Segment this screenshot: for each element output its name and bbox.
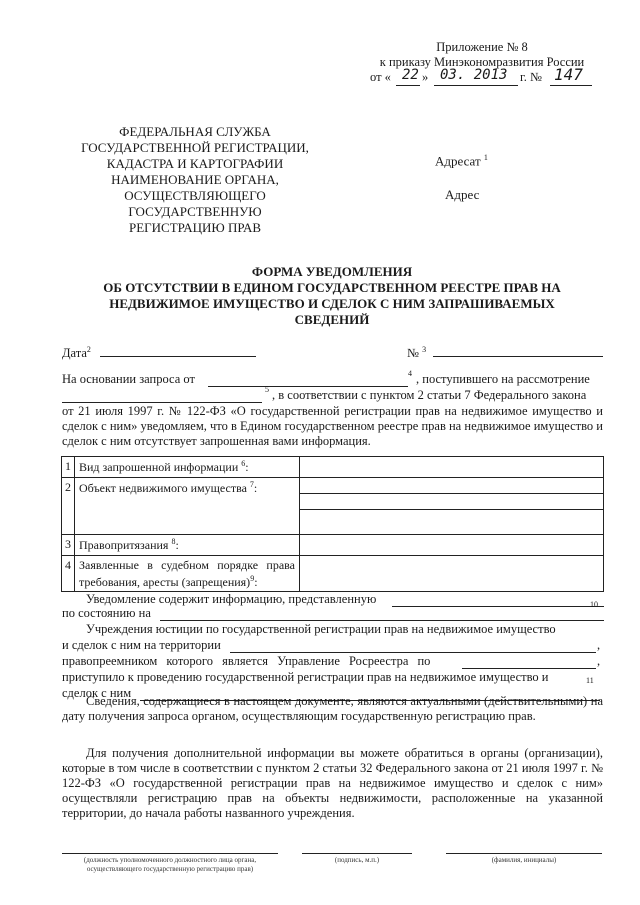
info-table [61, 456, 604, 592]
p2-comma: , [597, 638, 601, 652]
agency-line: ФЕДЕРАЛЬНАЯ СЛУЖБА [119, 124, 271, 139]
p2-territory-field[interactable] [230, 652, 596, 653]
row-label: Вид запрошенной информации $^6$: [75, 457, 300, 478]
agency-line: РЕГИСТРАЦИЮ ПРАВ [128, 220, 262, 235]
table-row [62, 457, 604, 478]
date-field[interactable] [100, 356, 256, 357]
document-title [62, 264, 602, 328]
row-value[interactable] [300, 556, 604, 592]
agency-line: ГОСУДАРСТВЕННОЙ РЕГИСТРАЦИИ, [81, 140, 309, 155]
appendix-date-line [352, 65, 612, 87]
row-number: 1 [62, 457, 75, 478]
appendix-month-year: 03. 2013 [440, 67, 508, 83]
table-row [62, 556, 604, 592]
table-row [62, 478, 604, 535]
row-number: 4 [62, 556, 75, 592]
appendix-order-number: 147 [554, 65, 583, 84]
received-field[interactable] [62, 402, 262, 403]
recipient-block [435, 150, 488, 203]
p1-source-field[interactable] [392, 606, 604, 607]
date-label: Дата$^2$ [62, 345, 91, 361]
p1-sup: 10 [590, 600, 598, 609]
p2-region-field[interactable] [462, 668, 596, 669]
basis-line-1: На основании запроса от $^4$ , поступившего на рассмотрение [62, 369, 590, 386]
p1-line-2: по состоянию на [62, 606, 151, 620]
agency-line: ОСУЩЕСТВЛЯЮЩЕГО [124, 188, 266, 203]
number-field[interactable] [433, 356, 603, 357]
request-date-field[interactable] [208, 386, 408, 387]
appendix-day: 22 [402, 67, 419, 83]
appendix-header [352, 40, 612, 87]
basis-line-2: $^5$ , в соответствии с пунктом 2 статьи 7 Федерального закона [265, 385, 587, 402]
agency-line: ГОСУДАРСТВЕННУЮ [128, 204, 262, 219]
row-value[interactable] [300, 457, 604, 478]
position-field[interactable] [62, 853, 278, 854]
signature-caption: (подпись, м.п.) [334, 856, 380, 864]
p1-date-field[interactable] [160, 620, 604, 621]
addressee-label: Адресат $^1$ [435, 153, 488, 169]
row-label: Правопритязания $^8$: [75, 535, 300, 556]
position-caption: (должность уполномоченного должностного лица органа, осуществляющего государственную регистрацию прав) [83, 856, 257, 873]
number-label: № $^3$ [407, 345, 427, 361]
appendix-close-quote: » [422, 70, 429, 84]
p2-line-1: Учреждения юстиции по государственной регистрации прав на недвижимое имущество [86, 622, 556, 636]
p2-line-4: приступило к проведению государственной регистрации прав на недвижимое имущество и [62, 670, 549, 684]
name-caption: (фамилия, инициалы) [491, 856, 557, 864]
p2-sup: 11 [586, 676, 594, 685]
basis-text: от 21 июля 1997 г. № 122-ФЗ «О государственной регистрации прав на недвижимое имущество и сделок с ним» уведомляем, что в Едином государственном реестре прав на недвижимое имущество и сделок с ним отсутствует запрошенная вами информация. [62, 404, 603, 448]
row-value[interactable] [300, 478, 604, 535]
signature-field[interactable] [302, 853, 412, 854]
p4-text: Для получения дополнительной информации вы можете обратиться в органы (организации), которые в том числе в соответствии с пунктом 2 статьи 32 Федерального закона от 21 июля 1997 г. № 122-ФЗ «О государственной регистрации прав на недвижимое имущество и сделок с ним» осуществляли регистрацию прав на объекты недвижимости, расположенные на указанной территории, до начала работы названного учреждения. [62, 746, 603, 820]
p2-line-2: и сделок с ним на территории [62, 638, 221, 652]
title-line: НЕДВИЖИМОЕ ИМУЩЕСТВО И СДЕЛОК С НИМ ЗАПРАШИВАЕМЫХ [109, 296, 555, 311]
name-field[interactable] [446, 853, 602, 854]
p1-line-1: Уведомление содержит информацию, представленную [86, 592, 377, 606]
address-label: Адрес [445, 187, 480, 203]
row-label: Заявленные в судебном порядке права требования, аресты (запрещения)$^9$: [75, 556, 300, 592]
row-number: 3 [62, 535, 75, 556]
title-line: ОБ ОТСУТСТВИИ В ЕДИНОМ ГОСУДАРСТВЕННОМ РЕЕСТРЕ ПРАВ НА [103, 280, 561, 295]
appendix-year-suffix: г. № [520, 70, 542, 84]
row-value[interactable] [300, 535, 604, 556]
appendix-order: к приказу Минэкономразвития России [379, 55, 585, 69]
table-row [62, 535, 604, 556]
p2-comma: , [597, 654, 601, 668]
appendix-from: от « [370, 70, 391, 84]
title-line: СВЕДЕНИЙ [294, 312, 370, 327]
title-line: ФОРМА УВЕДОМЛЕНИЯ [251, 264, 413, 279]
p2-line-5: сделок с ним [62, 686, 132, 700]
agency-name [60, 124, 330, 236]
row-number: 2 [62, 478, 75, 535]
p2-line-3: правопреемником которого является Управление Росреестра по [62, 654, 431, 668]
agency-line: НАИМЕНОВАНИЕ ОРГАНА, [111, 172, 279, 187]
appendix-number: Приложение № 8 [436, 40, 528, 54]
row-label: Объект недвижимого имущества $^7$: [75, 478, 300, 535]
agency-line: КАДАСТРА И КАРТОГРАФИИ [106, 156, 284, 171]
p3-text: Сведения, содержащиеся в настоящем документе, являются актуальными (действительными) на дату получения запроса органом, осуществляющим государственную регистрацию прав. [62, 694, 603, 723]
